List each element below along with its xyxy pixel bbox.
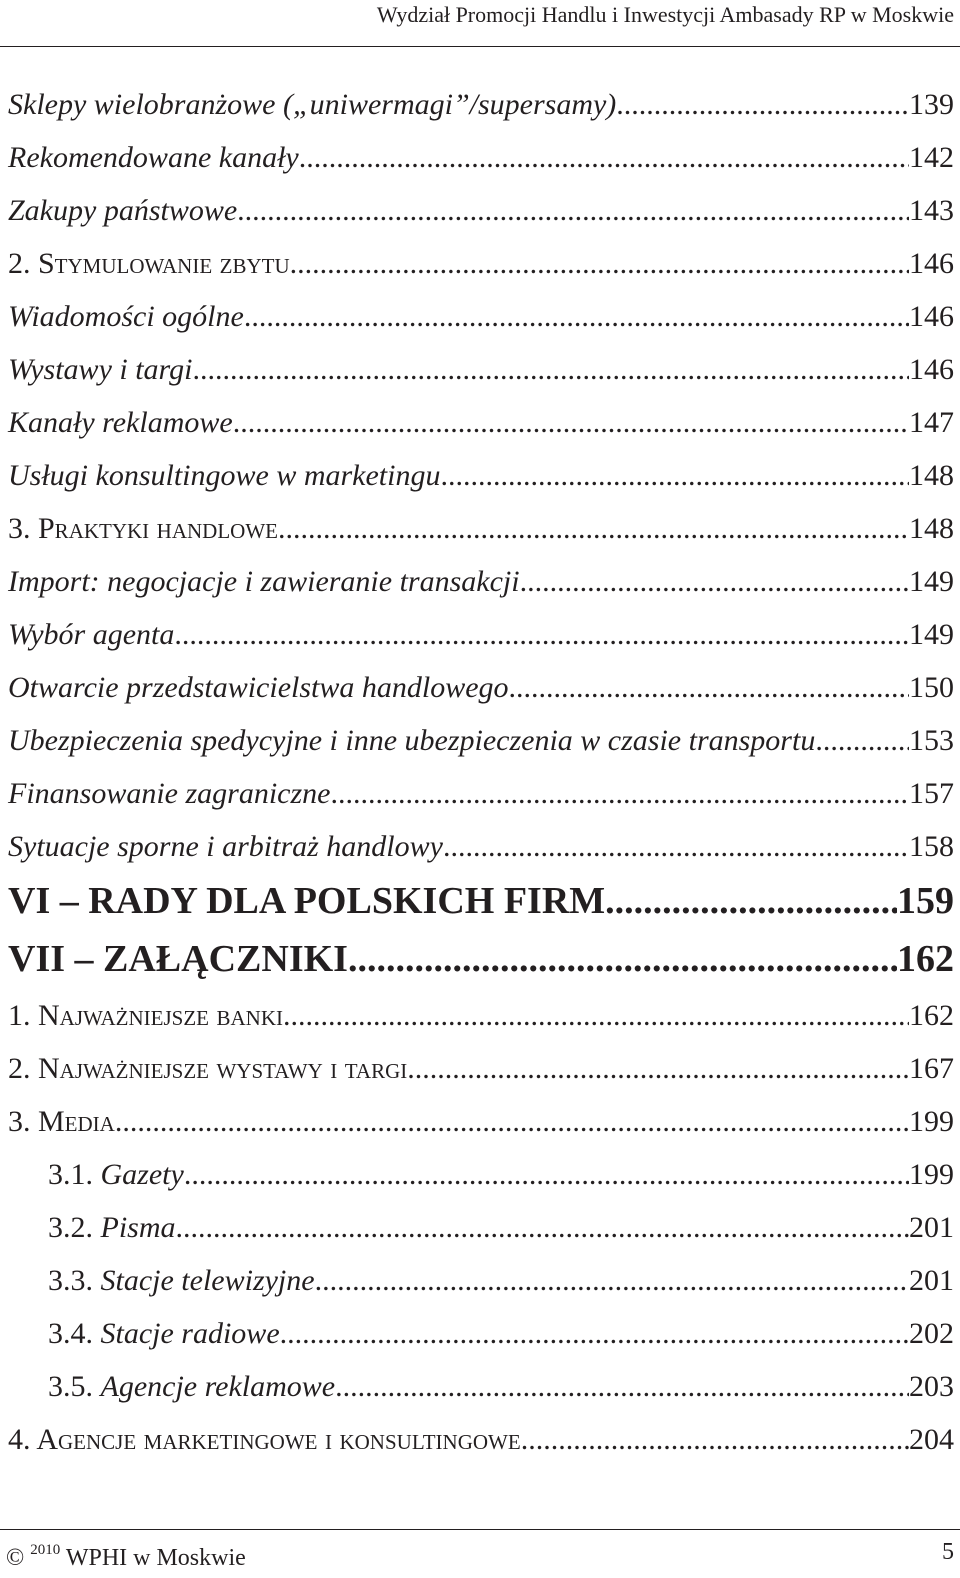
toc-entry-label: Finansowanie zagraniczne: [8, 777, 331, 810]
toc-entry-page: 149: [909, 565, 954, 598]
page-number: 5: [942, 1539, 954, 1565]
copyright-symbol: ©: [6, 1545, 25, 1571]
toc-leader: [280, 1307, 909, 1360]
toc-entry-label: 3. Praktyki handlowe: [8, 512, 278, 545]
toc-section-entry[interactable]: [8, 1042, 954, 1095]
toc-leader: [335, 1360, 909, 1413]
toc-entry-page: 167: [909, 1052, 954, 1085]
toc-leader: [348, 931, 897, 987]
toc-entry-label: Sytuacje sporne i arbitraż handlowy: [8, 830, 443, 863]
toc-entry-title: Stacje radiowe: [100, 1317, 280, 1350]
toc-entry-label: Wybór agenta: [8, 618, 175, 651]
toc-leader: [443, 820, 909, 873]
toc-entry-label: [48, 1254, 315, 1307]
toc-entry-page: 139: [909, 88, 954, 121]
toc-entry-label: Import: negocjacje i zawieranie transakcji: [8, 565, 520, 598]
toc-leader: [331, 767, 910, 820]
toc-entry-label: Wystawy i targi: [8, 353, 193, 386]
toc-entry-label: Ubezpieczenia spedycyjne i inne ubezpieczenia w czasie transportu: [8, 724, 816, 757]
toc-entry[interactable]: [8, 184, 954, 237]
toc-entry-title: Stacje telewizyjne: [100, 1264, 315, 1297]
table-of-contents: [8, 78, 954, 1466]
toc-leader: [233, 396, 909, 449]
toc-leader: [616, 78, 909, 131]
toc-leader: [290, 237, 909, 290]
toc-entry[interactable]: [8, 449, 954, 502]
toc-entry-label: Wiadomości ogólne: [8, 300, 244, 333]
toc-entry-page: 153: [909, 724, 954, 757]
toc-leader: [299, 131, 909, 184]
toc-entry-number: 3.4.: [48, 1317, 93, 1350]
toc-entry[interactable]: [8, 555, 954, 608]
toc-entry[interactable]: [8, 78, 954, 131]
toc-entry-label: [48, 1148, 184, 1201]
toc-entry[interactable]: [8, 767, 954, 820]
toc-leader: [237, 184, 909, 237]
toc-entry[interactable]: [8, 290, 954, 343]
footer-publisher: WPHI w Moskwie: [65, 1545, 246, 1571]
toc-leader: [192, 343, 909, 396]
toc-leader: [184, 1148, 909, 1201]
toc-section-entry[interactable]: [8, 1095, 954, 1148]
toc-leader: [605, 873, 897, 929]
toc-entry[interactable]: [8, 396, 954, 449]
toc-entry-page: 148: [909, 459, 954, 492]
toc-entry-number: 3.5.: [48, 1370, 93, 1403]
toc-entry-label: Rekomendowane kanały: [8, 141, 299, 174]
toc-entry-page: 199: [909, 1105, 954, 1138]
toc-entry-number: 3.2.: [48, 1211, 93, 1244]
toc-entry-page: 201: [909, 1264, 954, 1297]
toc-leader: [278, 502, 909, 555]
toc-leader: [244, 290, 909, 343]
toc-chapter-entry[interactable]: [8, 873, 954, 931]
toc-entry-label: 4. Agencje marketingowe i konsultingowe: [8, 1423, 521, 1456]
toc-entry[interactable]: [8, 820, 954, 873]
toc-entry[interactable]: [8, 343, 954, 396]
toc-entry-title: Gazety: [100, 1158, 184, 1191]
toc-leader: [407, 1042, 909, 1095]
toc-subsection-entry[interactable]: [8, 1148, 954, 1201]
toc-leader: [115, 1095, 909, 1148]
toc-leader: [174, 608, 909, 661]
toc-leader: [521, 1413, 909, 1466]
toc-entry-page: 203: [909, 1370, 954, 1403]
toc-entry-page: 159: [897, 880, 954, 922]
toc-entry-label: Kanały reklamowe: [8, 406, 233, 439]
toc-entry-page: 148: [909, 512, 954, 545]
toc-entry-page: 199: [909, 1158, 954, 1191]
toc-entry-page: 162: [909, 999, 954, 1032]
toc-entry-label: [48, 1201, 176, 1254]
toc-entry-page: 157: [909, 777, 954, 810]
toc-entry-page: 146: [909, 247, 954, 280]
copyright-year: 2010: [30, 1542, 61, 1558]
toc-leader: [440, 449, 909, 502]
toc-entry-page: 162: [897, 938, 954, 980]
toc-entry-label: [48, 1307, 280, 1360]
toc-section-entry[interactable]: [8, 237, 954, 290]
toc-entry-page: 146: [909, 353, 954, 386]
toc-leader: [520, 555, 909, 608]
toc-leader: [509, 661, 909, 714]
toc-entry-label: Sklepy wielobranżowe („uniwermagi”/supersamy): [8, 88, 617, 121]
toc-entry-page: 146: [909, 300, 954, 333]
toc-entry-label: [48, 1360, 335, 1413]
toc-leader: [283, 989, 909, 1042]
toc-subsection-entry[interactable]: [8, 1307, 954, 1360]
toc-entry-label: 1. Najważniejsze banki: [8, 999, 283, 1032]
toc-entry-label: 3. Media: [8, 1105, 115, 1138]
toc-section-entry[interactable]: [8, 989, 954, 1042]
toc-entry-page: 150: [909, 671, 954, 704]
toc-entry-page: 158: [909, 830, 954, 863]
toc-entry-page: 149: [909, 618, 954, 651]
toc-leader: [315, 1254, 909, 1307]
toc-section-entry[interactable]: [8, 1413, 954, 1466]
toc-entry[interactable]: [8, 608, 954, 661]
toc-entry[interactable]: [8, 661, 954, 714]
toc-section-entry[interactable]: [8, 502, 954, 555]
toc-entry-number: 3.1.: [48, 1158, 93, 1191]
toc-entry-page: 147: [909, 406, 954, 439]
toc-entry-title: Pisma: [100, 1211, 176, 1244]
toc-leader: [176, 1201, 910, 1254]
toc-subsection-entry[interactable]: [8, 1360, 954, 1413]
page-header: [0, 0, 960, 47]
toc-entry-number: 3.3.: [48, 1264, 93, 1297]
toc-entry-page: 204: [909, 1423, 954, 1456]
toc-entry-page: 143: [909, 194, 954, 227]
toc-entry-title: Agencje reklamowe: [100, 1370, 336, 1403]
toc-entry-label: VII – ZAŁĄCZNIKI: [8, 938, 348, 980]
toc-entry-page: 201: [909, 1211, 954, 1244]
toc-entry-label: 2. Najważniejsze wystawy i targi: [8, 1052, 408, 1085]
toc-entry-label: 2. Stymulowanie zbytu: [8, 247, 290, 280]
toc-leader: [815, 714, 909, 767]
toc-entry-label: Zakupy państwowe: [8, 194, 238, 227]
toc-subsection-entry[interactable]: [8, 1254, 954, 1307]
toc-entry-page: 142: [909, 141, 954, 174]
footer-copyright: [6, 1532, 246, 1578]
toc-entry-label: Otwarcie przedstawicielstwa handlowego: [8, 671, 509, 704]
toc-chapter-entry[interactable]: [8, 931, 954, 989]
toc-entry-label: Usługi konsultingowe w marketingu: [8, 459, 441, 492]
toc-entry[interactable]: [8, 131, 954, 184]
header-title: Wydział Promocji Handlu i Inwestycji Ambasady RP w Moskwie: [376, 2, 954, 27]
toc-entry[interactable]: [8, 714, 954, 767]
toc-entry-label: VI – RADY DLA POLSKICH FIRM: [8, 880, 606, 922]
toc-entry-page: 202: [909, 1317, 954, 1350]
page-footer: [0, 1529, 960, 1570]
toc-subsection-entry[interactable]: [8, 1201, 954, 1254]
